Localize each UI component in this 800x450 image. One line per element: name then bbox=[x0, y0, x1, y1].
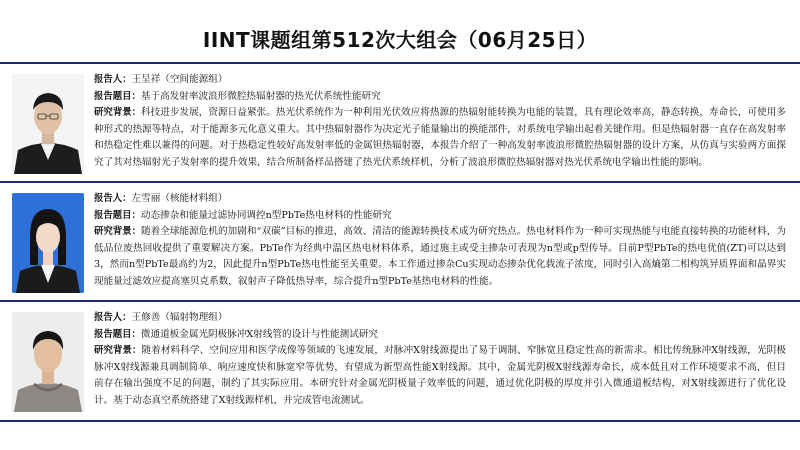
avatar bbox=[12, 74, 84, 174]
topic-label: 报告题目： bbox=[94, 328, 141, 340]
avatar bbox=[12, 193, 84, 293]
presenter-card bbox=[0, 64, 800, 182]
background-label: 研究背景： bbox=[94, 226, 142, 237]
research-background: 随着全球能源危机的加剧和“双碳”目标的推进，高效、清洁的能源转换技术成为研究热点。热电材料作为一种可实现热能与电能直接转换的功能材料，为低品位废热回收提供了重要解决方案。PbTe作为经典中温区热电材料体系，通过施主或受主掺杂可表现为n型或p型传导。目前P型PbTe的热电优值(ZT)可以达到3，然而n型PbTe最高约为2，因此提升n型PbTe热电性能至关重要。本工作通过掺杂Cu实现动态掺杂优化载流子浓度，同时引入高熵第二相构筑异质界面和晶界实现能量过滤效应提高塞贝克系数，叙射声子降低热导率，综合提升n型PbTe基热电材料的性能。 bbox=[94, 226, 786, 287]
research-background: 科技进步发展，资源日益紧张。热光伏系统作为一种利用光伏效应将热源的热辐射能转换为电能的装置，具有理论效率高，静态转换，寿命长，可使用多种形式的热源等特点，对于能源多元化意义重大。其中热辐射器作为决定光子能量输出的换能部件，对系统电学输出起着关键作用。但是热辐射器一直存在高发射率和热稳定性难以兼得的问题。对于热稳定性较好高发射率低的金属钽热辐射器，本报告介绍了一种高发射率波浪形微腔热辐射器的设计方案，从仿真与实验两方面探究了其对热辐射光子发射率的提升效果，结合所制备样品搭建了热光伏系统样机，分析了波浪形微腔热辐射器对热光伏系统电学输出性能的影响。 bbox=[94, 107, 786, 168]
reporter-name: 左雪丽（核能材料组） bbox=[131, 193, 228, 204]
reporter-label: 报告人： bbox=[94, 74, 132, 85]
divider bbox=[0, 420, 800, 422]
presenter-info bbox=[94, 191, 786, 290]
avatar bbox=[12, 312, 84, 412]
topic-label: 报告题目： bbox=[94, 90, 141, 102]
presenter-info bbox=[94, 72, 786, 171]
report-topic: 基于高发射率波浪形微腔热辐射器的热光伏系统性能研究 bbox=[140, 90, 381, 102]
reporter-name: 王呈祥（空间能源组） bbox=[131, 74, 228, 85]
report-topic: 微通道板金属光阴极脉冲X射线管的设计与性能测试研究 bbox=[140, 328, 378, 340]
reporter-label: 报告人： bbox=[94, 312, 132, 323]
report-topic: 动态掺杂和能量过滤协同调控n型PbTe热电材料的性能研究 bbox=[140, 209, 392, 221]
reporter-name: 王修善（辐射物理组） bbox=[131, 312, 228, 323]
background-label: 研究背景： bbox=[94, 345, 142, 356]
presenter-card bbox=[0, 183, 800, 301]
presenter-card bbox=[0, 302, 800, 420]
research-background: 随着材料科学、空间应用和医学成像等领域的飞速发展，对脉冲X射线源提出了易于调制、窄脉宽且稳定性高的新需求。相比传统脉冲X射线源，光阴极脉冲X射线源兼具调制简单、响应速度快和脉宽窄等优势，有望成为新型高性能X射线源。其中，金属光阴极X射线源寿命长，成本低且对工作环境要求不高，但目前存在输出强度不足的问题，制约了其实际应用。本研究针对金属光阴极量子效率低的问题，通过优化阴极的厚度并引入微通道板结构，对X射线源进行了优化设计。基于动态真空系统搭建了X射线源样机，并完成管电流测试。 bbox=[94, 345, 786, 406]
reporter-label: 报告人： bbox=[94, 193, 132, 204]
background-label: 研究背景： bbox=[94, 107, 142, 118]
page-title: IINT课题组第512次大组会（06月25日） bbox=[202, 28, 598, 52]
presenter-info bbox=[94, 310, 786, 409]
topic-label: 报告题目： bbox=[94, 209, 141, 221]
